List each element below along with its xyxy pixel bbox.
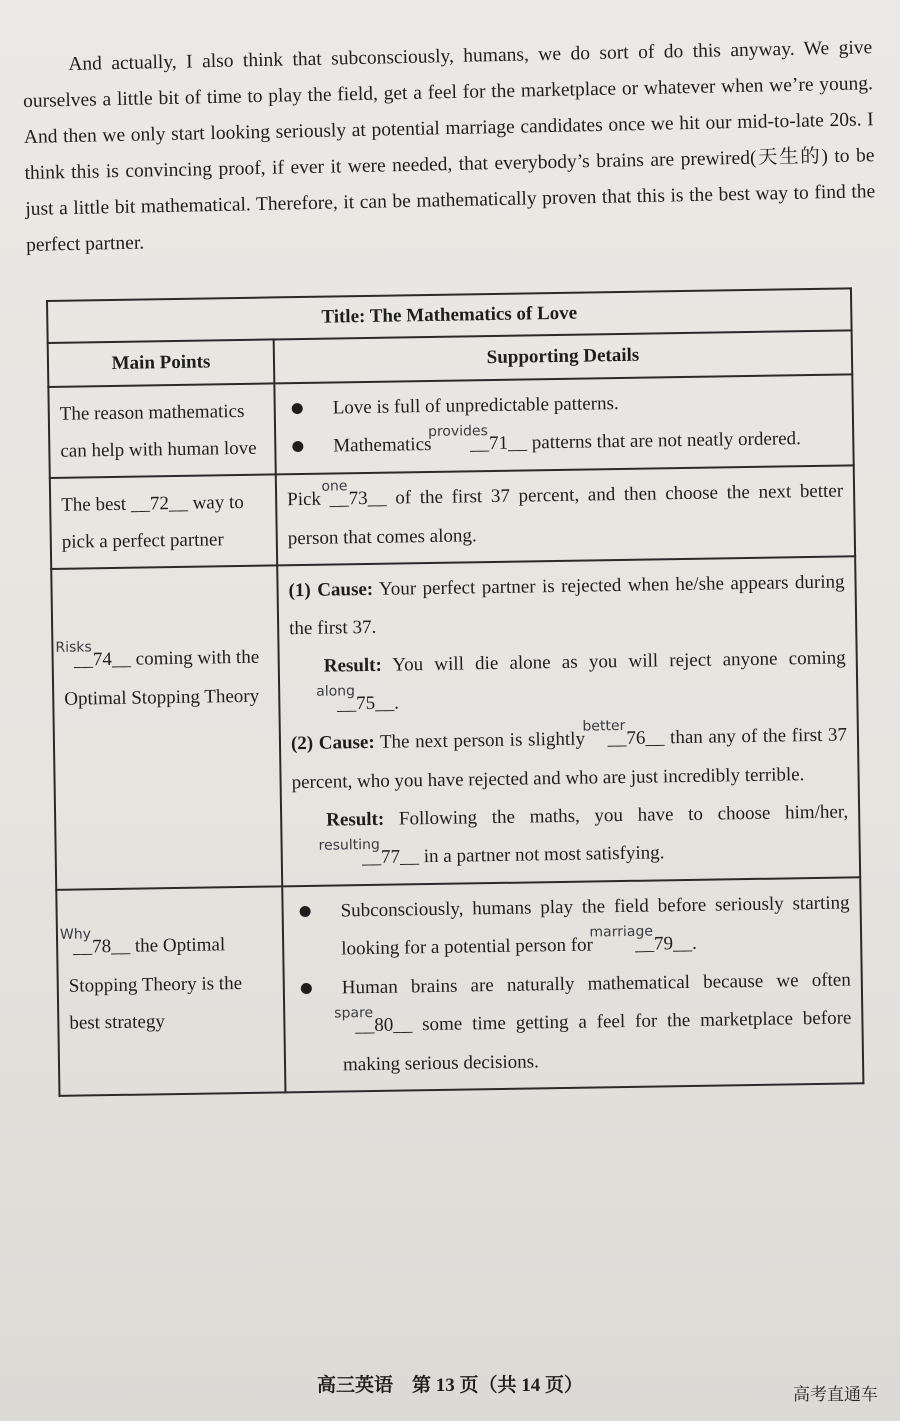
- blank-78: __78__: [73, 935, 131, 958]
- blank-72: __72__: [130, 492, 189, 515]
- result-2: Result: Following the maths, you have to choose him/her, $^{resulting}$__77__ in a partner not most satisfying.: [318, 801, 849, 869]
- table-row: [56, 877, 863, 1096]
- bullet-icon: [300, 906, 311, 917]
- table-title: Title: The Mathematics of Love: [47, 288, 852, 343]
- header-supporting-details: Supporting Details: [274, 330, 853, 383]
- main-point-risks: $^{Risks}$__74__ coming with the Optimal Stopping Theory: [51, 565, 282, 890]
- handwritten-answer-80: spare: [334, 1004, 374, 1022]
- blank-75: __75__: [337, 692, 395, 715]
- handwritten-answer-79: marriage: [589, 923, 654, 941]
- table-row: [51, 556, 860, 890]
- table-row: [48, 374, 853, 478]
- notes-table: [46, 287, 864, 1097]
- list-item: [286, 420, 843, 468]
- result-1: Result: You will die alone as you will reject anyone coming $^{along}$__75__.: [316, 647, 846, 715]
- handwritten-answer-74: Risks: [55, 639, 92, 656]
- bullet-icon: [292, 403, 303, 414]
- detail-text: Love is full of unpredictable patterns.: [332, 393, 619, 419]
- detail-text: Mathematics: [333, 433, 437, 457]
- details-reason: [274, 374, 853, 474]
- list-item: Subconsciously, humans play the field before seriously starting looking for a potential person for $^{marriage}$__79__.: [293, 884, 850, 970]
- blank-74: __74__: [73, 648, 132, 671]
- blank-77: __77__: [361, 846, 420, 869]
- blank-80: __80__: [355, 1014, 413, 1037]
- handwritten-answer-77: resulting: [318, 836, 380, 854]
- main-point-reason: The reason mathematics can help with human love: [48, 383, 275, 478]
- watermark-text: 高考直通车: [793, 1385, 878, 1405]
- bullet-icon: [301, 983, 312, 994]
- details-why: [282, 877, 863, 1092]
- handwritten-answer-73: one: [321, 478, 348, 495]
- blank-71: __71__: [469, 432, 528, 455]
- passage-paragraph: And actually, I also think that subconsciously, humans, we do sort of do this anyway. We give ourselves a little bit of time to play the field, get a feel for the marketplace or whatever when we’re young. And then we only start looking seriously at potential marriage candidates once we hit our mid-to-late 20s. I think this is convincing proof, if ever it were needed, that everybody’s brains are prewired(天生的) to be just a little bit mathematical. Therefore, it can be mathematically proven that this is the best way to find the perfect partner.: [22, 36, 876, 256]
- detail-text: patterns that are not neatly ordered.: [526, 428, 802, 454]
- main-point-best-way: The best __72__ way to pick a perfect partner: [50, 474, 277, 569]
- table-row: [50, 465, 855, 569]
- blank-76: __76__: [607, 727, 665, 750]
- details-risks: [277, 556, 860, 886]
- handwritten-answer-76: better: [582, 717, 626, 735]
- page-footer: 高三英语 第 13 页（共 14 页）: [316, 1375, 583, 1396]
- handwritten-answer-75: along: [316, 683, 356, 700]
- bullet-icon: [292, 441, 303, 452]
- blank-79: __79__: [634, 932, 693, 955]
- cause-1: (1) Cause: Your perfect partner is rejected when he/she appears during the first 37.: [288, 571, 845, 640]
- list-item: Human brains are naturally mathematical because we often $^{spare}$__80__ some time getting a feel for the marketplace before making serious decisions.: [295, 961, 853, 1085]
- header-main-points: Main Points: [48, 339, 275, 387]
- handwritten-answer-78: Why: [59, 926, 92, 943]
- blank-73: __73__: [329, 487, 387, 510]
- details-best-way: Pick $^{one}$__73__ of the first 37 percent, and then choose the next better person that comes along.: [276, 465, 855, 565]
- handwritten-answer-71: provides: [427, 423, 489, 441]
- cause-2: (2) Cause: The next person is slightly $^{better}$__76__ than any of the first 37 percent, who you have rejected and who are just incredibly terrible.: [290, 717, 848, 794]
- main-point-why: $^{Why}$__78__ the Optimal Stopping Theory is the best strategy: [56, 886, 285, 1096]
